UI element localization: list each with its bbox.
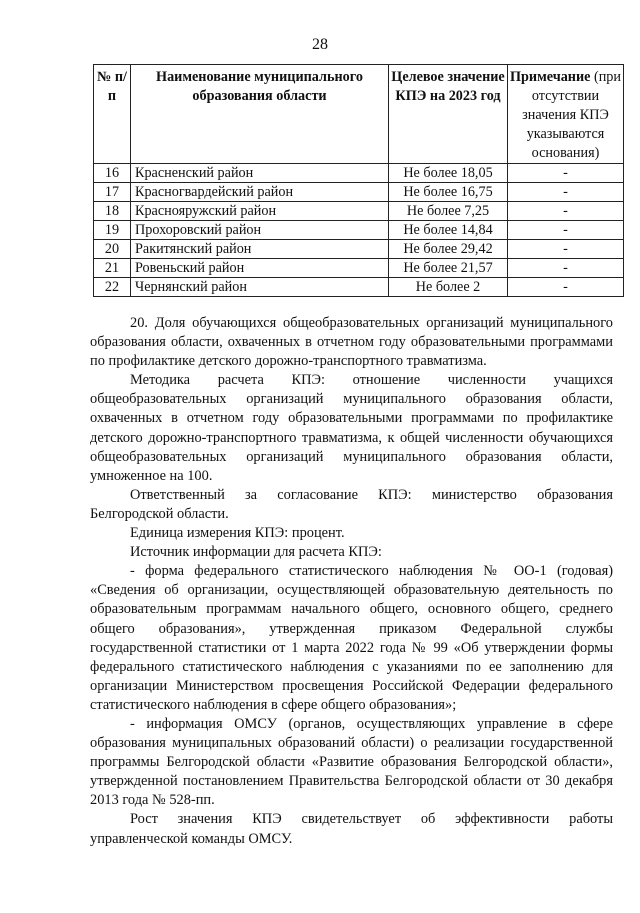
table-row [94,278,624,297]
row-note: - [508,259,624,278]
row-note: - [508,221,624,240]
header-target: Целевое значение КПЭ на 2023 год [389,65,508,164]
row-name: Красногвардейский район [131,183,389,202]
paragraph-indicator-title: 20. Доля обучающихся общеобразовательных организаций муниципального образования области, охваченных в отчетном году образовательными программами по профилактике детского дорожно-транспортного травматизма. [90,315,613,370]
row-target: Не более 16,75 [389,183,508,202]
table-row [94,221,624,240]
kpe-table [93,64,624,297]
header-note-detail: (при отсутствии значения КПЭ указываются основания) [522,69,621,161]
row-name: Ракитянский район [131,240,389,259]
row-note: - [508,202,624,221]
row-num: 16 [94,164,131,183]
row-target: Не более 21,57 [389,259,508,278]
row-num: 20 [94,240,131,259]
row-name: Чернянский район [131,278,389,297]
paragraph-source-omsu: - информация ОМСУ (органов, осуществляющих управление в сфере образования муниципальных образований области) о реализации государственной программы Белгородской области «Развитие образования Белгородской области», утвержденной постановлением Правительства Белгородской области от 30 декабря 2013 года № 528-пп. [90,715,613,809]
table-row [94,240,624,259]
row-note: - [508,183,624,202]
row-num: 22 [94,278,131,297]
row-note: - [508,240,624,259]
row-num: 21 [94,259,131,278]
row-name: Ровеньский район [131,259,389,278]
header-name: Наименование муниципального образования области [131,65,389,164]
row-target: Не более 29,42 [389,240,508,259]
paragraph-responsible: Ответственный за согласование КПЭ: министерство образования Белгородской области. [90,486,613,522]
table-row [94,183,624,202]
row-target: Не более 7,25 [389,202,508,221]
header-note-title: Примечание [509,69,591,85]
body-text [90,314,613,849]
paragraph-conclusion: Рост значения КПЭ свидетельствует об эффективности работы управленческой команды ОМСУ. [90,811,613,847]
header-note [508,65,624,164]
paragraph-source-form: - форма федерального статистического наблюдения № ОО-1 (годовая) «Сведения об организации, осуществляющей образовательную деятельность по образовательным программам начального общего, основного общего, среднего общего образования», утвержденная приказом Федеральной службы государственной статистики от 1 марта 2022 года № 99 «Об утверждении формы федерального статистического наблюдения с указаниями по ее заполнению для организации Министерством просвещения Российской Федерации федерального статистического наблюдения в сфере общего образования»; [90,563,613,713]
paragraph-methodology: Методика расчета КПЭ: отношение численности учащихся общеобразовательных организаций муниципального образования области, охваченных в отчетном году образовательными программами по профилактике детского дорожно-транспортного травматизма, к общей численности обучающихся общеобразовательных организаций муниципального образования области, умноженное на 100. [90,372,613,484]
page-number: 28 [312,36,328,53]
row-note: - [508,164,624,183]
row-name: Краснояружский район [131,202,389,221]
paragraph-unit: Единица измерения КПЭ: процент. [130,525,345,542]
row-num: 17 [94,183,131,202]
row-target: Не более 2 [389,278,508,297]
paragraph-source-heading: Источник информации для расчета КПЭ: [130,544,382,561]
row-target: Не более 14,84 [389,221,508,240]
row-target: Не более 18,05 [389,164,508,183]
header-num: № п/п [94,65,131,164]
table-header-row [94,65,624,164]
row-num: 18 [94,202,131,221]
table-row [94,259,624,278]
row-note: - [508,278,624,297]
table-row [94,202,624,221]
table-body [94,164,624,297]
row-num: 19 [94,221,131,240]
row-name: Красненский район [131,164,389,183]
row-name: Прохоровский район [131,221,389,240]
table-row [94,164,624,183]
